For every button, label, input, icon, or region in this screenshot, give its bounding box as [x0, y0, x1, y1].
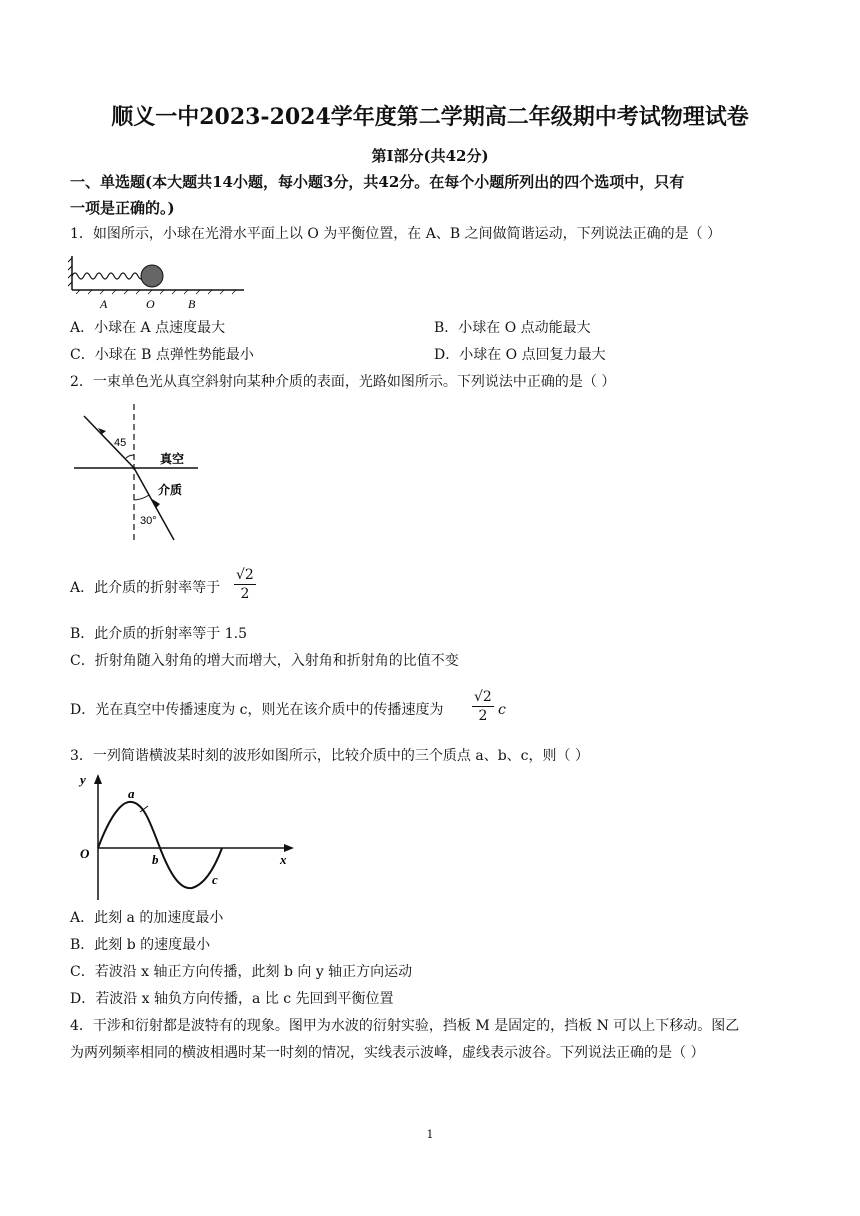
q1-label-a: A [100, 297, 108, 311]
q2-option-b: B．此介质的折射率等于 1.5 [70, 626, 248, 642]
q3-stem: 3．一列简谐横波某时刻的波形如图所示，比较介质中的三个质点 a、b、c，则（ ） [70, 748, 589, 764]
q2-stem: 2．一束单色光从真空斜射向某种介质的表面，光路如图所示。下列说法中正确的是（ ） [70, 374, 616, 390]
q1-label-b: B [188, 297, 196, 311]
q4-stem-line1: 4．干涉和衍射都是波特有的现象。图甲为水波的衍射实验，挡板 M 是固定的，挡板 N 可以上下移动。图乙 [70, 1018, 740, 1034]
q1-stem: 1．如图所示，小球在光滑水平面上以 O 为平衡位置，在 A、B 之间做简谐运动，下列说法正确的是（ ） [70, 226, 722, 242]
section-heading-line1: 一、单选题(本大题共14小题，每小题3分，共42分。在每个小题所列出的四个选项中，只有 [70, 173, 685, 191]
q3-point-b: b [152, 852, 159, 867]
q3-option-b: B．此刻 b 的速度最小 [70, 937, 211, 953]
q2-option-a-prefix: A．此介质的折射率等于 [70, 580, 221, 596]
q2-d-denominator: 2 [478, 708, 488, 724]
q3-option-a: A．此刻 a 的加速度最小 [70, 910, 224, 926]
q2-a-denominator: 2 [240, 586, 250, 602]
q2-option-d-suffix: c [498, 702, 506, 718]
q3-option-c: C．若波沿 x 轴正方向传播，此刻 b 向 y 轴正方向运动 [70, 964, 413, 980]
q3-origin: O [80, 846, 90, 861]
q3-wave-figure [76, 772, 306, 902]
page-title: 顺义一中2023-2024学年度第二学期高二年级期中考试物理试卷 [111, 104, 749, 130]
q1-spring-figure [68, 252, 248, 312]
section-heading-line2: 一项是正确的。) [70, 199, 175, 217]
q1-label-o: O [146, 297, 155, 311]
q1-option-b: B．小球在 O 点动能最大 [434, 320, 591, 336]
q3-axis-x: x [280, 852, 287, 867]
q2-d-numerator: √2 [474, 689, 492, 705]
q1-option-d: D．小球在 O 点回复力最大 [434, 347, 606, 363]
q1-option-c: C．小球在 B 点弹性势能最小 [70, 347, 254, 363]
part-heading: 第Ⅰ部分(共42分) [371, 147, 489, 165]
page-number: 1 [426, 1128, 434, 1141]
q2-medium-label: 介质 [158, 483, 183, 497]
q2-option-d-fraction [472, 688, 494, 725]
q2-option-d-prefix: D．光在真空中传播速度为 c，则光在该介质中的传播速度为 [70, 702, 444, 718]
q2-vacuum-label: 真空 [160, 452, 185, 466]
q3-axis-y: y [80, 772, 86, 787]
q2-a-numerator: √2 [236, 567, 254, 583]
q1-option-a: A．小球在 A 点速度最大 [70, 320, 226, 336]
q2-refraction-figure [74, 400, 214, 545]
q4-stem-line2: 为两列频率相同的横波相遇时某一时刻的情况，实线表示波峰，虚线表示波谷。下列说法正确的是（ ） [70, 1045, 705, 1061]
q2-angle-30: 30° [140, 515, 157, 527]
q2-option-c: C．折射角随入射角的增大而增大，入射角和折射角的比值不变 [70, 653, 459, 669]
q3-point-c: c [212, 872, 218, 887]
q2-option-a-fraction [234, 566, 256, 603]
q2-angle-45: 45 [114, 437, 127, 449]
q3-option-d: D．若波沿 x 轴负方向传播，a 比 c 先回到平衡位置 [70, 991, 394, 1007]
q3-point-a: a [128, 786, 135, 801]
